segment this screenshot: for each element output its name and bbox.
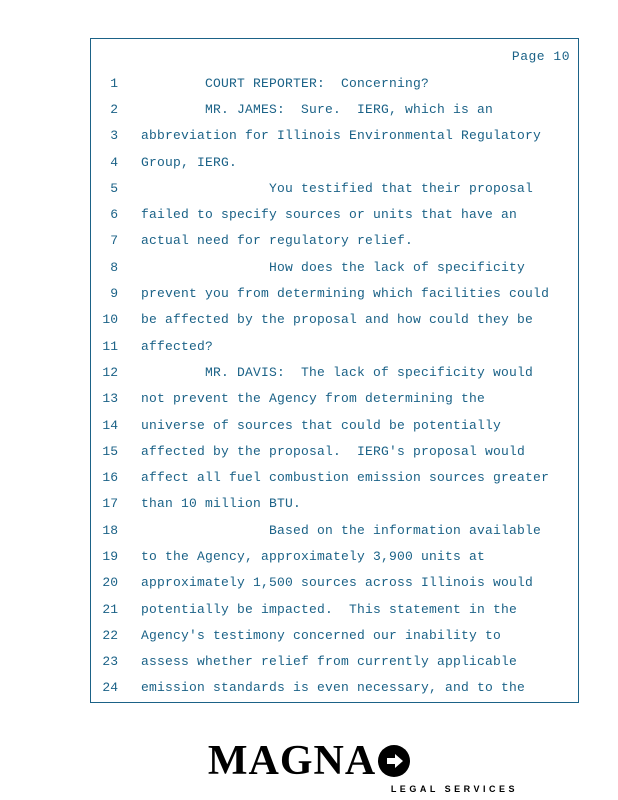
line-number: 24 (102, 680, 118, 696)
transcript-page (90, 38, 579, 703)
line-text: failed to specify sources or units that have an (141, 207, 518, 223)
transcript-line (91, 491, 578, 517)
page-number: Page 10 (511, 49, 570, 64)
line-text: abbreviation for Illinois Environmental Regulatory (141, 128, 542, 144)
transcript-line (91, 307, 578, 333)
line-number: 15 (102, 443, 118, 459)
transcript-line (91, 386, 578, 412)
transcript-line (91, 412, 578, 438)
line-text: Based on the information available (141, 522, 542, 538)
logo-row (208, 740, 410, 782)
line-text: MR. JAMES: Sure. IERG, which is an (141, 101, 494, 117)
line-number: 4 (110, 154, 118, 170)
transcript-line (91, 570, 578, 596)
brand-name: MAGNA (207, 738, 377, 784)
line-number: 3 (110, 128, 118, 144)
transcript-line (91, 649, 578, 675)
line-number: 5 (110, 180, 118, 196)
line-text: MR. DAVIS: The lack of specificity would (141, 364, 534, 380)
line-number: 17 (102, 496, 118, 512)
line-text: affect all fuel combustion emission sources greater (141, 470, 550, 486)
line-number: 18 (102, 522, 118, 538)
line-number: 19 (102, 548, 118, 564)
transcript-line (91, 464, 578, 490)
line-text: to the Agency, approximately 3,900 units at (141, 548, 486, 564)
line-text: How does the lack of specificity (141, 259, 526, 275)
line-text: than 10 million BTU. (141, 496, 302, 512)
transcript-line (91, 622, 578, 648)
line-number: 8 (110, 259, 118, 275)
transcript-line (91, 149, 578, 175)
transcript-line (91, 123, 578, 149)
line-number: 13 (102, 391, 118, 407)
line-text: approximately 1,500 sources across Illinois would (141, 575, 534, 591)
magna-logo (0, 740, 618, 794)
line-number: 6 (110, 207, 118, 223)
transcript-line (91, 70, 578, 96)
line-number: 12 (102, 364, 118, 380)
right-arrow-icon (378, 745, 410, 777)
line-number: 20 (102, 575, 118, 591)
transcript-line (91, 675, 578, 701)
transcript-line (91, 254, 578, 280)
line-text: Group, IERG. (141, 154, 238, 170)
transcript-line (91, 359, 578, 385)
transcript-line (91, 438, 578, 464)
line-text: be affected by the proposal and how could they be (141, 312, 534, 328)
transcript-line (91, 228, 578, 254)
line-text: affected by the proposal. IERG's proposal would (141, 443, 526, 459)
line-number: 2 (110, 101, 118, 117)
transcript-line (91, 201, 578, 227)
line-number: 22 (102, 627, 118, 643)
line-text: universe of sources that could be potentially (141, 417, 502, 433)
line-number: 10 (102, 312, 118, 328)
line-text: emission standards is even necessary, and to the (141, 680, 526, 696)
transcript-line (91, 280, 578, 306)
line-text: actual need for regulatory relief. (141, 233, 414, 249)
line-number: 7 (110, 233, 118, 249)
line-text: prevent you from determining which facilities could (141, 286, 550, 302)
transcript-line (91, 96, 578, 122)
line-text: potentially be impacted. This statement in the (141, 601, 518, 617)
transcript-line (91, 596, 578, 622)
line-text: affected? (141, 338, 214, 354)
brand-tagline: LEGAL SERVICES (390, 784, 518, 794)
transcript-line (91, 333, 578, 359)
line-number: 14 (102, 417, 118, 433)
transcript-line (91, 543, 578, 569)
line-number: 16 (102, 470, 118, 486)
line-number: 23 (102, 654, 118, 670)
line-text: COURT REPORTER: Concerning? (141, 75, 430, 91)
transcript-line (91, 517, 578, 543)
line-text: assess whether relief from currently applicable (141, 654, 518, 670)
line-number: 1 (110, 75, 118, 91)
line-text: not prevent the Agency from determining the (141, 391, 486, 407)
line-number: 11 (102, 338, 118, 354)
transcript-line (91, 175, 578, 201)
transcript-lines (91, 70, 578, 701)
line-number: 9 (110, 286, 118, 302)
line-text: Agency's testimony concerned our inability to (141, 627, 502, 643)
line-number: 21 (102, 601, 118, 617)
line-text: You testified that their proposal (141, 180, 534, 196)
